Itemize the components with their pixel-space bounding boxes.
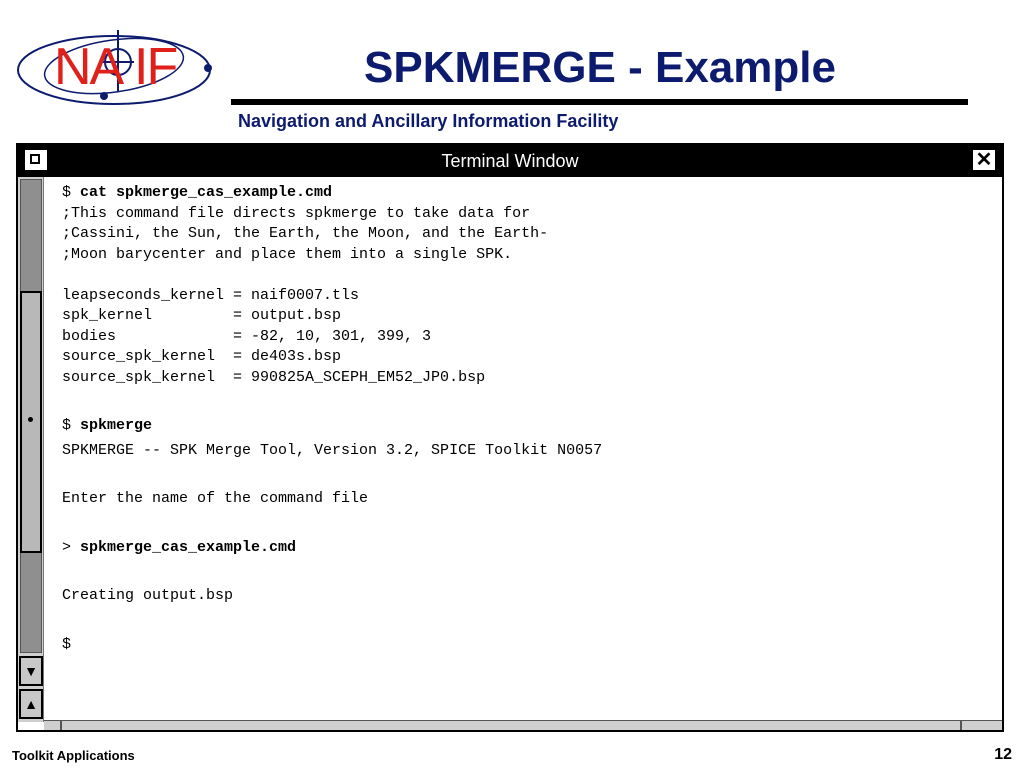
- terminal-title: Terminal Window: [441, 151, 579, 171]
- scrollbar-grip-icon: [28, 417, 33, 422]
- slide-title: SPKMERGE - Example: [364, 43, 836, 92]
- terminal-line: ;This command file directs spkmerge to take data for: [62, 204, 531, 222]
- hscroll-right-edge: [960, 721, 962, 730]
- title-rule: [231, 99, 968, 105]
- terminal-titlebar[interactable]: [18, 145, 1002, 177]
- terminal-command: spkmerge: [80, 417, 153, 434]
- terminal-line: ;Cassini, the Sun, the Earth, the Moon, and the Earth-: [62, 225, 549, 242]
- terminal-command: spkmerge_cas_example.cmd: [80, 538, 297, 556]
- terminal-line: spk_kernel = output.bsp: [62, 307, 342, 324]
- terminal-line: source_spk_kernel = 990825A_SCEPH_EM52_JP0.bsp: [62, 368, 486, 386]
- terminal-line: > spkmerge_cas_example.cmd: [62, 538, 297, 556]
- naif-logo: [14, 22, 230, 112]
- terminal-line: SPKMERGE -- SPK Merge Tool, Version 3.2, SPICE Toolkit N0057: [62, 441, 603, 459]
- terminal-prompt: $: [62, 635, 72, 653]
- horizontal-scrollbar[interactable]: [44, 720, 1002, 730]
- logo-lettering: NA: [54, 38, 123, 96]
- arrow-up-icon[interactable]: ▲: [19, 689, 43, 719]
- arrow-down-icon[interactable]: ▼: [19, 656, 43, 686]
- terminal-line: $ spkmerge: [62, 417, 153, 434]
- terminal-line: $ cat spkmerge_cas_example.cmd: [62, 184, 333, 201]
- close-icon[interactable]: ✕: [972, 149, 996, 171]
- terminal-line: Creating output.bsp: [62, 587, 234, 604]
- terminal-line: [62, 265, 994, 286]
- terminal-line: source_spk_kernel = de403s.bsp: [62, 348, 342, 365]
- terminal-line: leapseconds_kernel = naif0007.tls: [62, 286, 360, 304]
- scrollbar-thumb[interactable]: [20, 291, 42, 553]
- hscroll-left-edge: [60, 721, 62, 730]
- terminal-output[interactable]: [62, 183, 994, 655]
- terminal-window: [16, 143, 1004, 732]
- terminal-line: ;Moon barycenter and place them into a single SPK.: [62, 245, 513, 263]
- svg-text:IF: IF: [134, 38, 177, 96]
- page-number: 12: [994, 746, 1012, 763]
- slide-subtitle: Navigation and Ancillary Information Facility: [238, 111, 619, 131]
- terminal-line: Enter the name of the command file: [62, 490, 369, 507]
- vertical-scrollbar[interactable]: [18, 177, 44, 722]
- footer-section: Toolkit Applications: [12, 748, 135, 763]
- terminal-line: bodies = -82, 10, 301, 399, 3: [62, 327, 432, 345]
- terminal-command: cat spkmerge_cas_example.cmd: [80, 184, 333, 201]
